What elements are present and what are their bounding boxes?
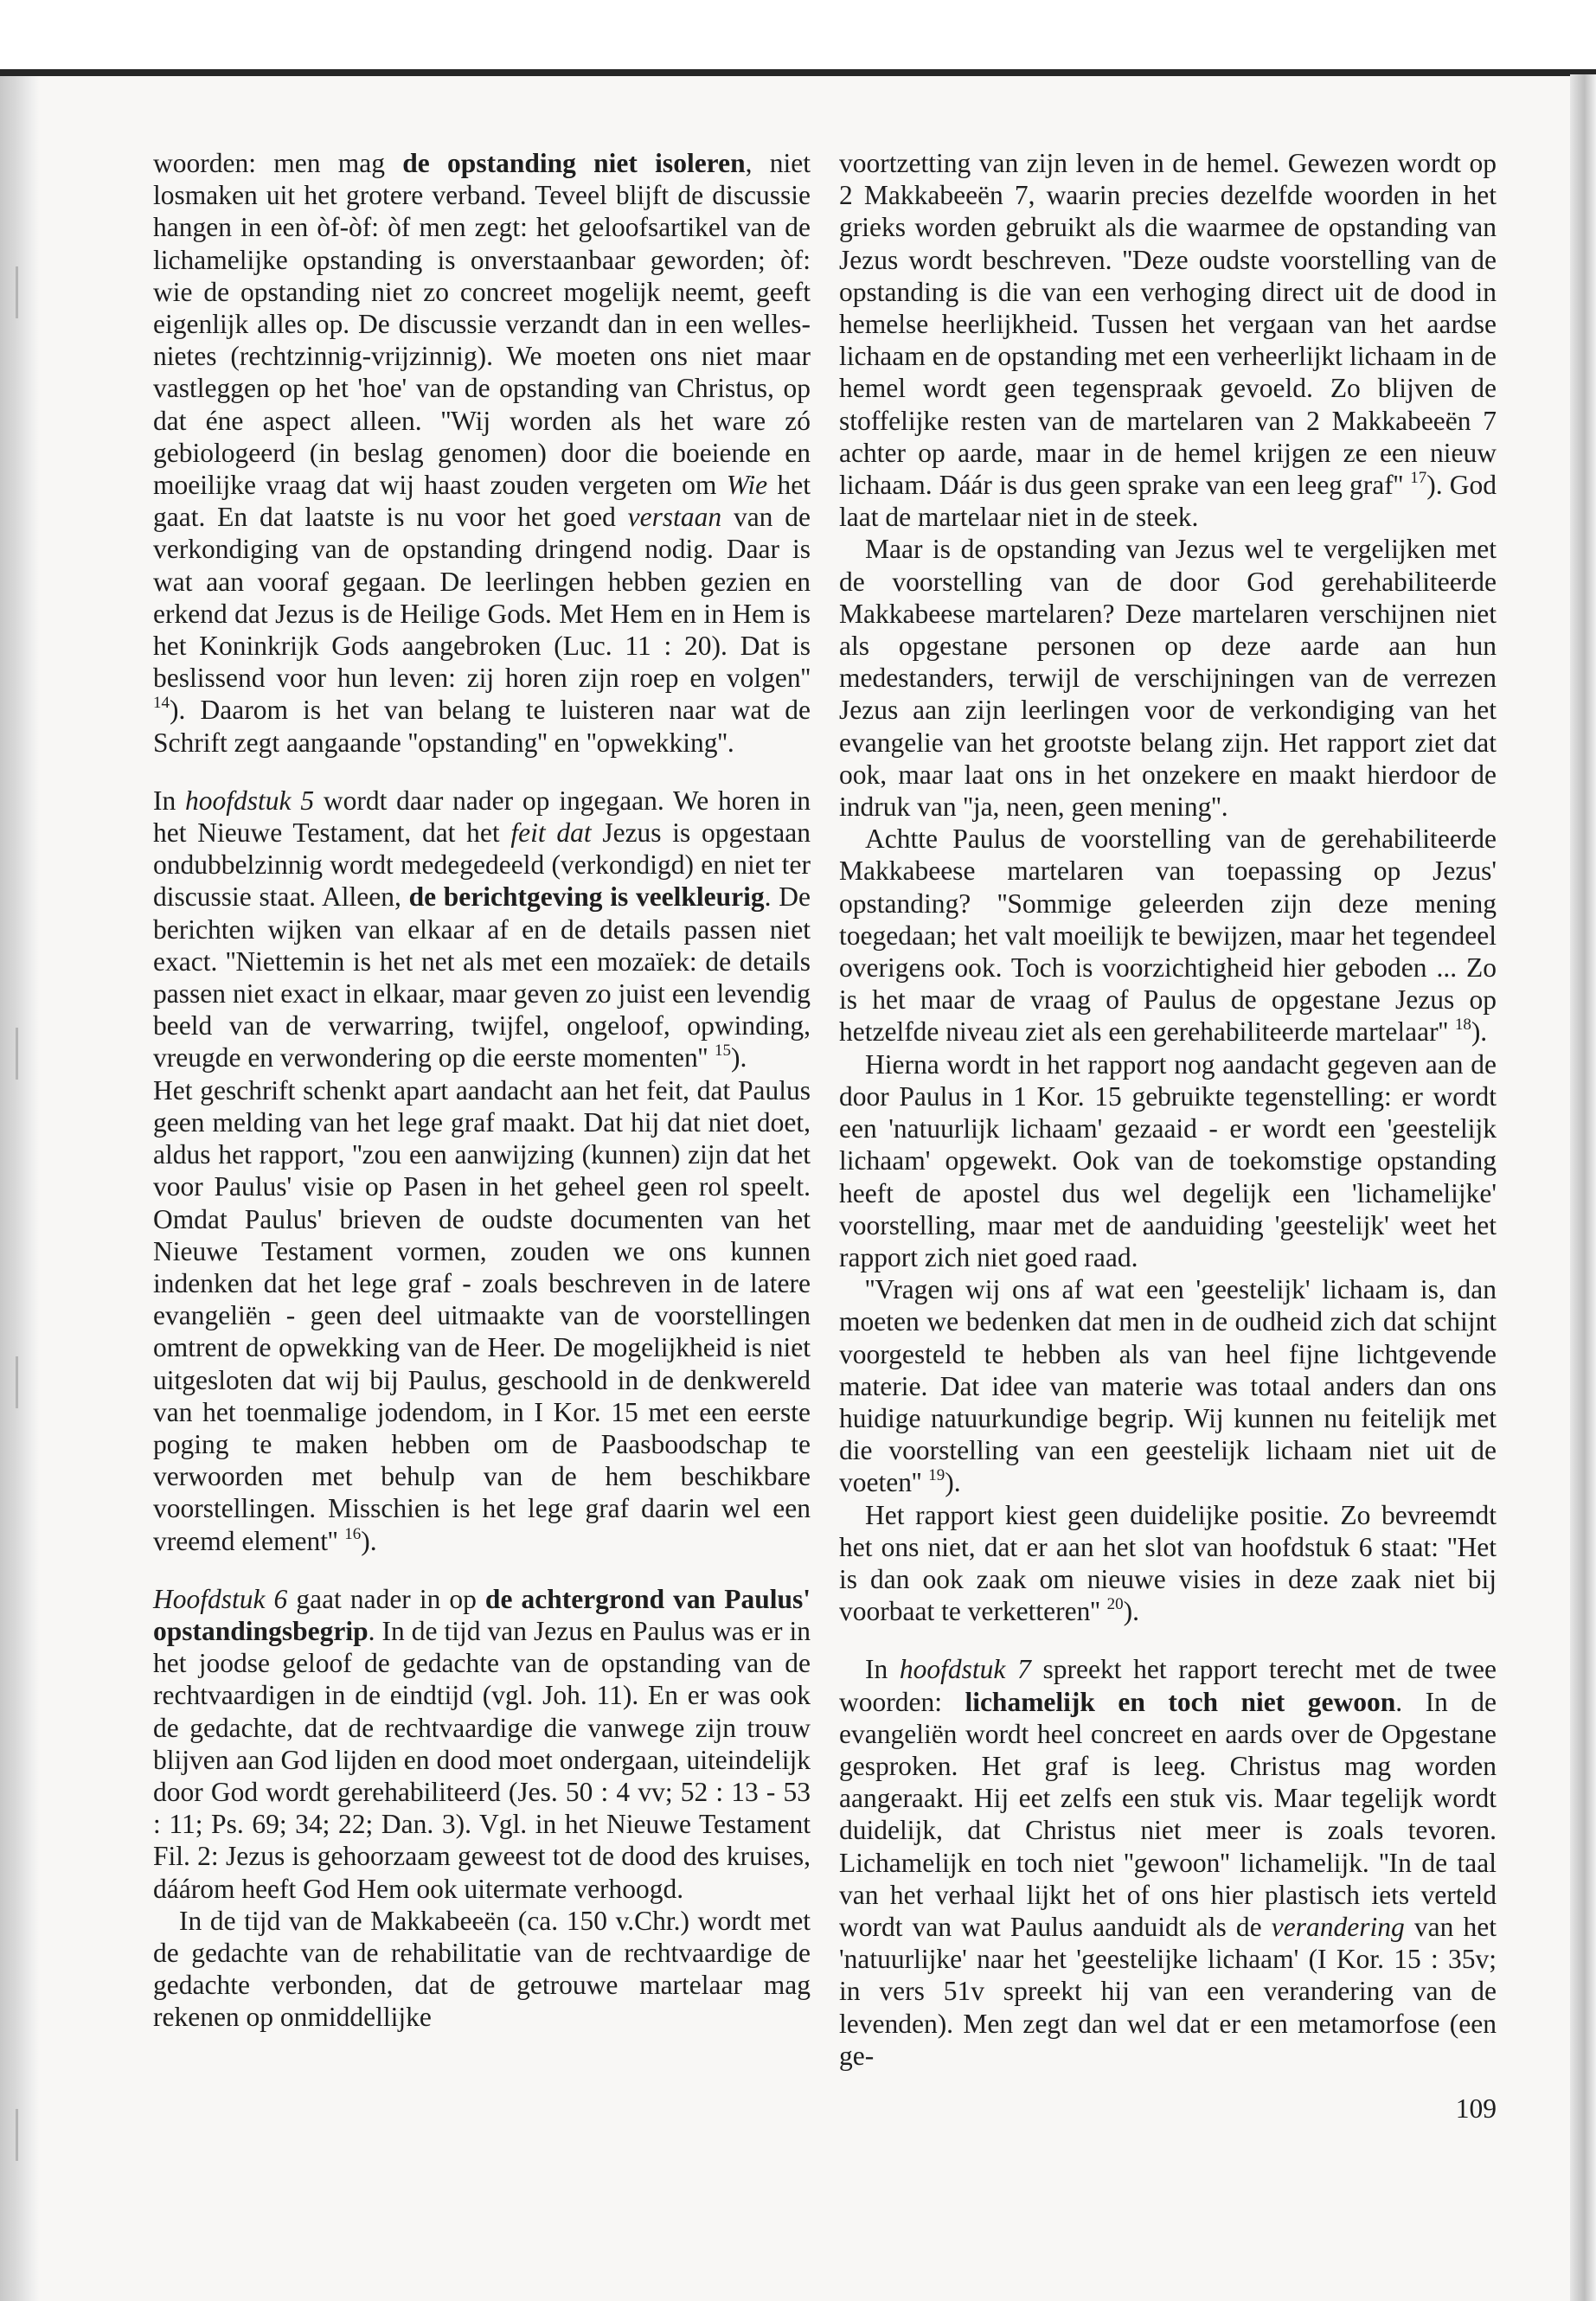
spine-mark bbox=[16, 1356, 18, 1408]
page-edge-shadow bbox=[1570, 74, 1596, 2301]
footnote-ref: 15 bbox=[715, 1042, 731, 1061]
footnote-ref: 20 bbox=[1106, 1595, 1124, 1614]
paragraph: In de tijd van de Makkabeeën (ca. 150 v.Chr.) wordt met de gedachte van de rehabilitatie van de rechtvaardige de gedachte verbonden, dat de getrouwe martelaar mag rekenen op onmiddellijke bbox=[153, 1905, 811, 2033]
right-column bbox=[839, 147, 1497, 2072]
paragraph: In hoofdstuk 7 spreekt het rapport terecht met de twee woorden: lichamelijk en toch niet gewoon. In de evangeliën wordt heel concreet en aards over de Opgestane gesproken. Het graf is leeg. Christus mag worden aangeraakt. Hij eet zelfs een stuk vis. Maar tegelijk wordt duidelijk, dat Christus niet meer is zoals tevoren. Lichamelijk en toch niet ''gewoon'' lichamelijk. ''In de taal van het verhaal lijkt het of ons hier plastisch iets verteld wordt van wat Paulus aanduidt als de verandering van het 'natuurlijke' naar het 'geestelijke lichaam' (I Kor. 15 : 35v; in vers 51v spreekt hij van een verandering van de levenden). Men zegt dan wel dat er een metamorfose (een ge- bbox=[839, 1654, 1497, 2071]
paragraph: Het geschrift schenkt apart aandacht aan het feit, dat Paulus geen melding van het lege graf maakt. Dat hij dat niet doet, aldus het rapport, ''zou een aanwijzing (kunnen) zijn dat het voor Paulus' visie op Pasen in het geheel geen rol speelt. Omdat Paulus' brieven de oudste documenten van het Nieuwe Testament vormen, zouden we ons kunnen indenken dat het lege graf - zoals beschreven in de latere evangeliën - geen deel uitmaakte van de voorstellingen omtrent de opwekking van de Heer. De mogelijkheid is niet uitgesloten dat wij bij Paulus, geschoold in de denkwereld van het toenmalige jodendom, in I Kor. 15 met een eerste poging te maken hebben om de Paasboodschap te verwoorden met behulp van de hem beschikbare voorstellingen. Misschien is het lege graf daarin wel een vreemd element'' $^{16}$). bbox=[153, 1074, 811, 1556]
paragraph: voortzetting van zijn leven in de hemel. Gewezen wordt op 2 Makkabeeën 7, waarin precies dezelfde woorden in het grieks worden gebruikt als die waarmee de opstanding van Jezus wordt beschreven. ''Deze oudste voorstelling van de opstanding is die van een verhoging direct uit de dood in hemelse heerlijkheid. Tussen het vergaan van het aardse lichaam en de opstanding met een verheerlijkt lichaam in de hemel wordt geen tegenspraak gevoeld. Zo blijven de stoffelijke resten van de martelaren van 2 Makkabeeën 7 achter op aarde, maar in de hemel krijgen ze een nieuw lichaam. Dáár is dus geen sprake van een leeg graf'' $^{17}$). God laat de martelaar niet in de steek. bbox=[839, 148, 1497, 533]
paragraph: Maar is de opstanding van Jezus wel te vergelijken met de voorstelling van de door God gerehabiliteerde Makkabeese martelaren? Deze martelaren verschijnen niet als opgestane personen op deze aarde aan hun medestanders, terwijl de verschijningen van de verrezen Jezus aan zijn leerlingen voor de verkondiging van het evangelie van het grootste belang zijn. Het rapport ziet dat ook, maar laat ons in het onzekere en maakt hierdoor de indruk van ''ja, neen, geen mening''. bbox=[839, 534, 1497, 823]
footnote-ref: 14 bbox=[153, 694, 170, 713]
spine-mark bbox=[16, 266, 18, 318]
paragraph: Hierna wordt in het rapport nog aandacht gegeven aan de door Paulus in 1 Kor. 15 gebruikte tegenstelling: er wordt een 'natuurlijk lichaam' gezaaid - er wordt een 'geestelijk lichaam' opgewekt. Ook van de toekomstige opstanding heeft de apostel dus wel degelijk een 'lichamelijke' voorstelling, maar met de aanduiding 'geestelijk' weet het rapport zich niet goed raad. bbox=[839, 1048, 1497, 1272]
paragraph: Hoofdstuk 6 gaat nader in op de achtergrond van Paulus' opstandingsbegrip. In de tijd van Jezus en Paulus was er in het joodse geloof de gedachte van de opstanding van de rechtvaardigen in de eindtijd (vgl. Joh. 11). En er was ook de gedachte, dat de rechtvaardige die vanwege zijn trouw blijven aan God lijden en dood moet ondergaan, uiteindelijk door God wordt gerehabiliteerd (Jes. 50 : 4 vv; 52 : 13 - 53 : 11; Ps. 69; 34; 22; Dan. 3). Vgl. in het Nieuwe Testament Fil. 2: Jezus is gehoorzaam geweest tot de dood des kruises, dáárom heeft God Hem ook uitermate verhoogd. bbox=[153, 1583, 811, 1904]
footnote-ref: 17 bbox=[1410, 469, 1427, 488]
footnote-ref: 19 bbox=[928, 1466, 945, 1485]
paragraph: In hoofdstuk 5 wordt daar nader op ingegaan. We horen in het Nieuwe Testament, dat het feit dat Jezus is opgestaan ondubbelzinnig wordt medegedeeld (verkondigd) en niet ter discussie staat. Alleen, de berichtgeving is veelkleurig. De berichten wijken van elkaar af en de details passen niet exact. ''Niettemin is het net als met een mozaïek: de details passen niet exact in elkaar, maar geven zo juist een levendig beeld van de verwarring, twijfel, ongeloof, opwinding, vreugde en verwondering op die eerste momenten'' $^{15}$). bbox=[153, 785, 811, 1074]
paragraph: Achtte Paulus de voorstelling van de gerehabiliteerde Makkabeese martelaren van toepassing op Jezus' opstanding? ''Sommige geleerden zijn deze mening toegedaan; het valt moeilijk te bewijzen, maar het tegendeel overigens ook. Toch is voorzichtigheid hier geboden ... Zo is het maar de vraag of Paulus de opgestane Jezus op hetzelfde niveau ziet als een gerehabiliteerde martelaar'' $^{18}$). bbox=[839, 824, 1497, 1048]
paragraph: woorden: men mag de opstanding niet isoleren, niet losmaken uit het grotere verband. Teveel blijft de discussie hangen in een òf-òf: òf men zegt: het geloofsartikel van de lichamelijke opstanding is onverstaanbaar geworden; òf: wie de opstanding niet zo concreet mogelijk neemt, geeft eigenlijk alles op. De discussie verzandt dan in een welles-nietes (rechtzinnig-vrijzinnig). We moeten ons niet maar vastleggen op het 'hoe' van de opstanding van Christus, op dat éne aspect alleen. ''Wij worden als het ware zó gebiologeerd (in beslag genomen) door die boeiende en moeilijke vraag dat wij haast zouden vergeten om Wie het gaat. En dat laatste is nu voor het goed verstaan van de verkondiging van de opstanding dringend nodig. Daar is wat aan vooraf gegaan. De leerlingen hebben gezien en erkend dat Jezus is de Heilige Gods. Met Hem en in Hem is het Koninkrijk Gods aangebroken (Luc. 11 : 20). Dat is beslissend voor hun leven: zij horen zijn roep en volgen'' $^{14}$). Daarom is het van belang te luisteren naar wat de Schrift zegt aangaande ''opstanding'' en ''opwekking''. bbox=[153, 148, 811, 758]
spine-mark bbox=[16, 1028, 18, 1080]
scan-top-rule bbox=[0, 69, 1596, 76]
footnote-ref: 16 bbox=[344, 1524, 362, 1543]
left-column bbox=[153, 147, 811, 2034]
paragraph: Het rapport kiest geen duidelijke positie. Zo bevreemdt het ons niet, dat er aan het slot van hoofdstuk 6 staat: ''Het is dan ook zaak om nieuwe visies in deze zaak niet bij voorbaat te verketteren'' $^{20}$). bbox=[839, 1499, 1497, 1627]
page-number: 109 bbox=[1455, 2093, 1497, 2124]
footnote-ref: 18 bbox=[1454, 1016, 1471, 1035]
paragraph: ''Vragen wij ons af wat een 'geestelijk' lichaam is, dan moeten we bedenken dat men in de oudheid zich dat schijnt voorgesteld te hebben als van heel fijne lichtgevende materie. Dat idee van materie was totaal anders dan ons huidige natuurkundige begrip. Wij kunnen nu feitelijk met die voorstelling van een geestelijk lichaam niet uit de voeten'' $^{19}$). bbox=[839, 1274, 1497, 1498]
spine-mark bbox=[16, 2109, 18, 2161]
scan-top-margin bbox=[0, 0, 1596, 74]
book-spine-shadow bbox=[0, 76, 40, 2301]
